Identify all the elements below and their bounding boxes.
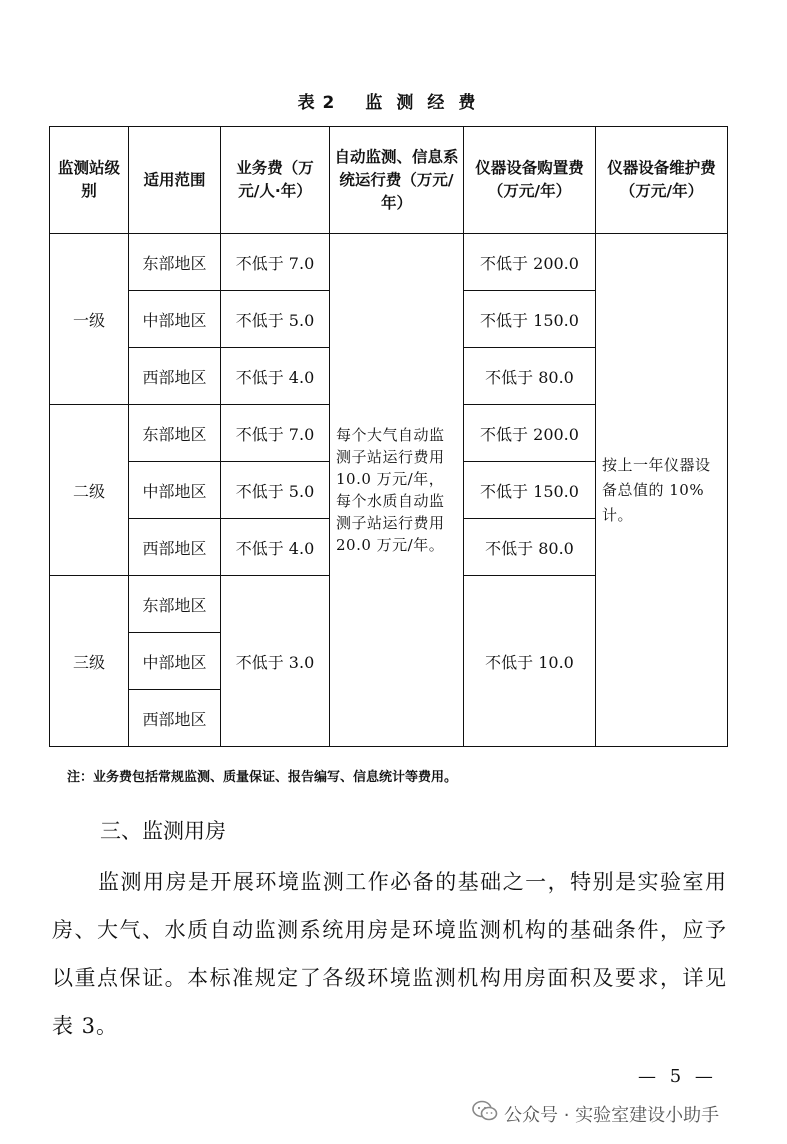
header-level: 监测站级 别 [50,127,129,234]
purchase-fee-cell: 不低于 200.0 [464,405,596,462]
body-paragraph: 监测用房是开展环境监测工作必备的基础之一，特别是实验室用房、大气、水质自动监测系统用房是环境监测机构的基础条件，应予以重点保证。本标准规定了各级环境监测机构用房面积及要求，详见表 3。 [52,870,727,1038]
table-header-row [50,127,728,234]
region-cell: 中部地区 [129,633,221,690]
header-automatic: 自动监测、信息系统运行费（万元/年） [330,127,464,234]
business-fee-cell: 不低于 4.0 [221,348,330,405]
table-note: 注：业务费包括常规监测、质量保证、报告编写、信息统计等费用。 [67,770,458,785]
header-purchase: 仪器设备购置费（万元/年） [464,127,596,234]
purchase-fee-cell: 不低于 80.0 [464,519,596,576]
business-fee-cell: 不低于 5.0 [221,462,330,519]
purchase-fee-cell: 不低于 150.0 [464,462,596,519]
table-caption [0,88,787,113]
automatic-fee-cell: 每个大气自动监测子站运行费用10.0 万元/年，每个水质自动监测子站运行费用20.0 万元/年。 [330,234,464,747]
maintenance-fee-cell: 按上一年仪器设备总值的 10%计。 [596,234,728,747]
table-caption-title: 监测经费 [365,93,490,113]
region-cell: 中部地区 [129,291,221,348]
region-cell: 中部地区 [129,462,221,519]
business-fee-cell: 不低于 3.0 [221,576,330,747]
section-heading: 三、监测用房 [100,819,226,843]
business-fee-cell: 不低于 7.0 [221,234,330,291]
region-cell: 东部地区 [129,405,221,462]
level-cell: 一级 [50,234,129,405]
monitoring-fees-table [49,126,728,747]
wechat-icon [472,1100,498,1127]
region-cell: 西部地区 [129,690,221,747]
purchase-fee-cell: 不低于 150.0 [464,291,596,348]
purchase-fee-cell: 不低于 80.0 [464,348,596,405]
purchase-fee-cell: 不低于 10.0 [464,576,596,747]
region-cell: 西部地区 [129,519,221,576]
business-fee-cell: 不低于 5.0 [221,291,330,348]
watermark-text: 公众号 · 实验室建设小助手 [504,1104,720,1126]
header-region: 适用范围 [129,127,221,234]
region-cell: 西部地区 [129,348,221,405]
region-cell: 东部地区 [129,234,221,291]
watermark [472,1100,719,1127]
business-fee-cell: 不低于 7.0 [221,405,330,462]
header-maintenance: 仪器设备维护费（万元/年） [596,127,728,234]
header-business: 业务费（万元/人·年） [221,127,330,234]
business-fee-cell: 不低于 4.0 [221,519,330,576]
table-row [50,234,728,291]
level-cell: 二级 [50,405,129,576]
page-number: — 5 — [638,1066,717,1087]
level-cell: 三级 [50,576,129,747]
region-cell: 东部地区 [129,576,221,633]
purchase-fee-cell: 不低于 200.0 [464,234,596,291]
table-caption-label: 表 2 [297,93,336,113]
